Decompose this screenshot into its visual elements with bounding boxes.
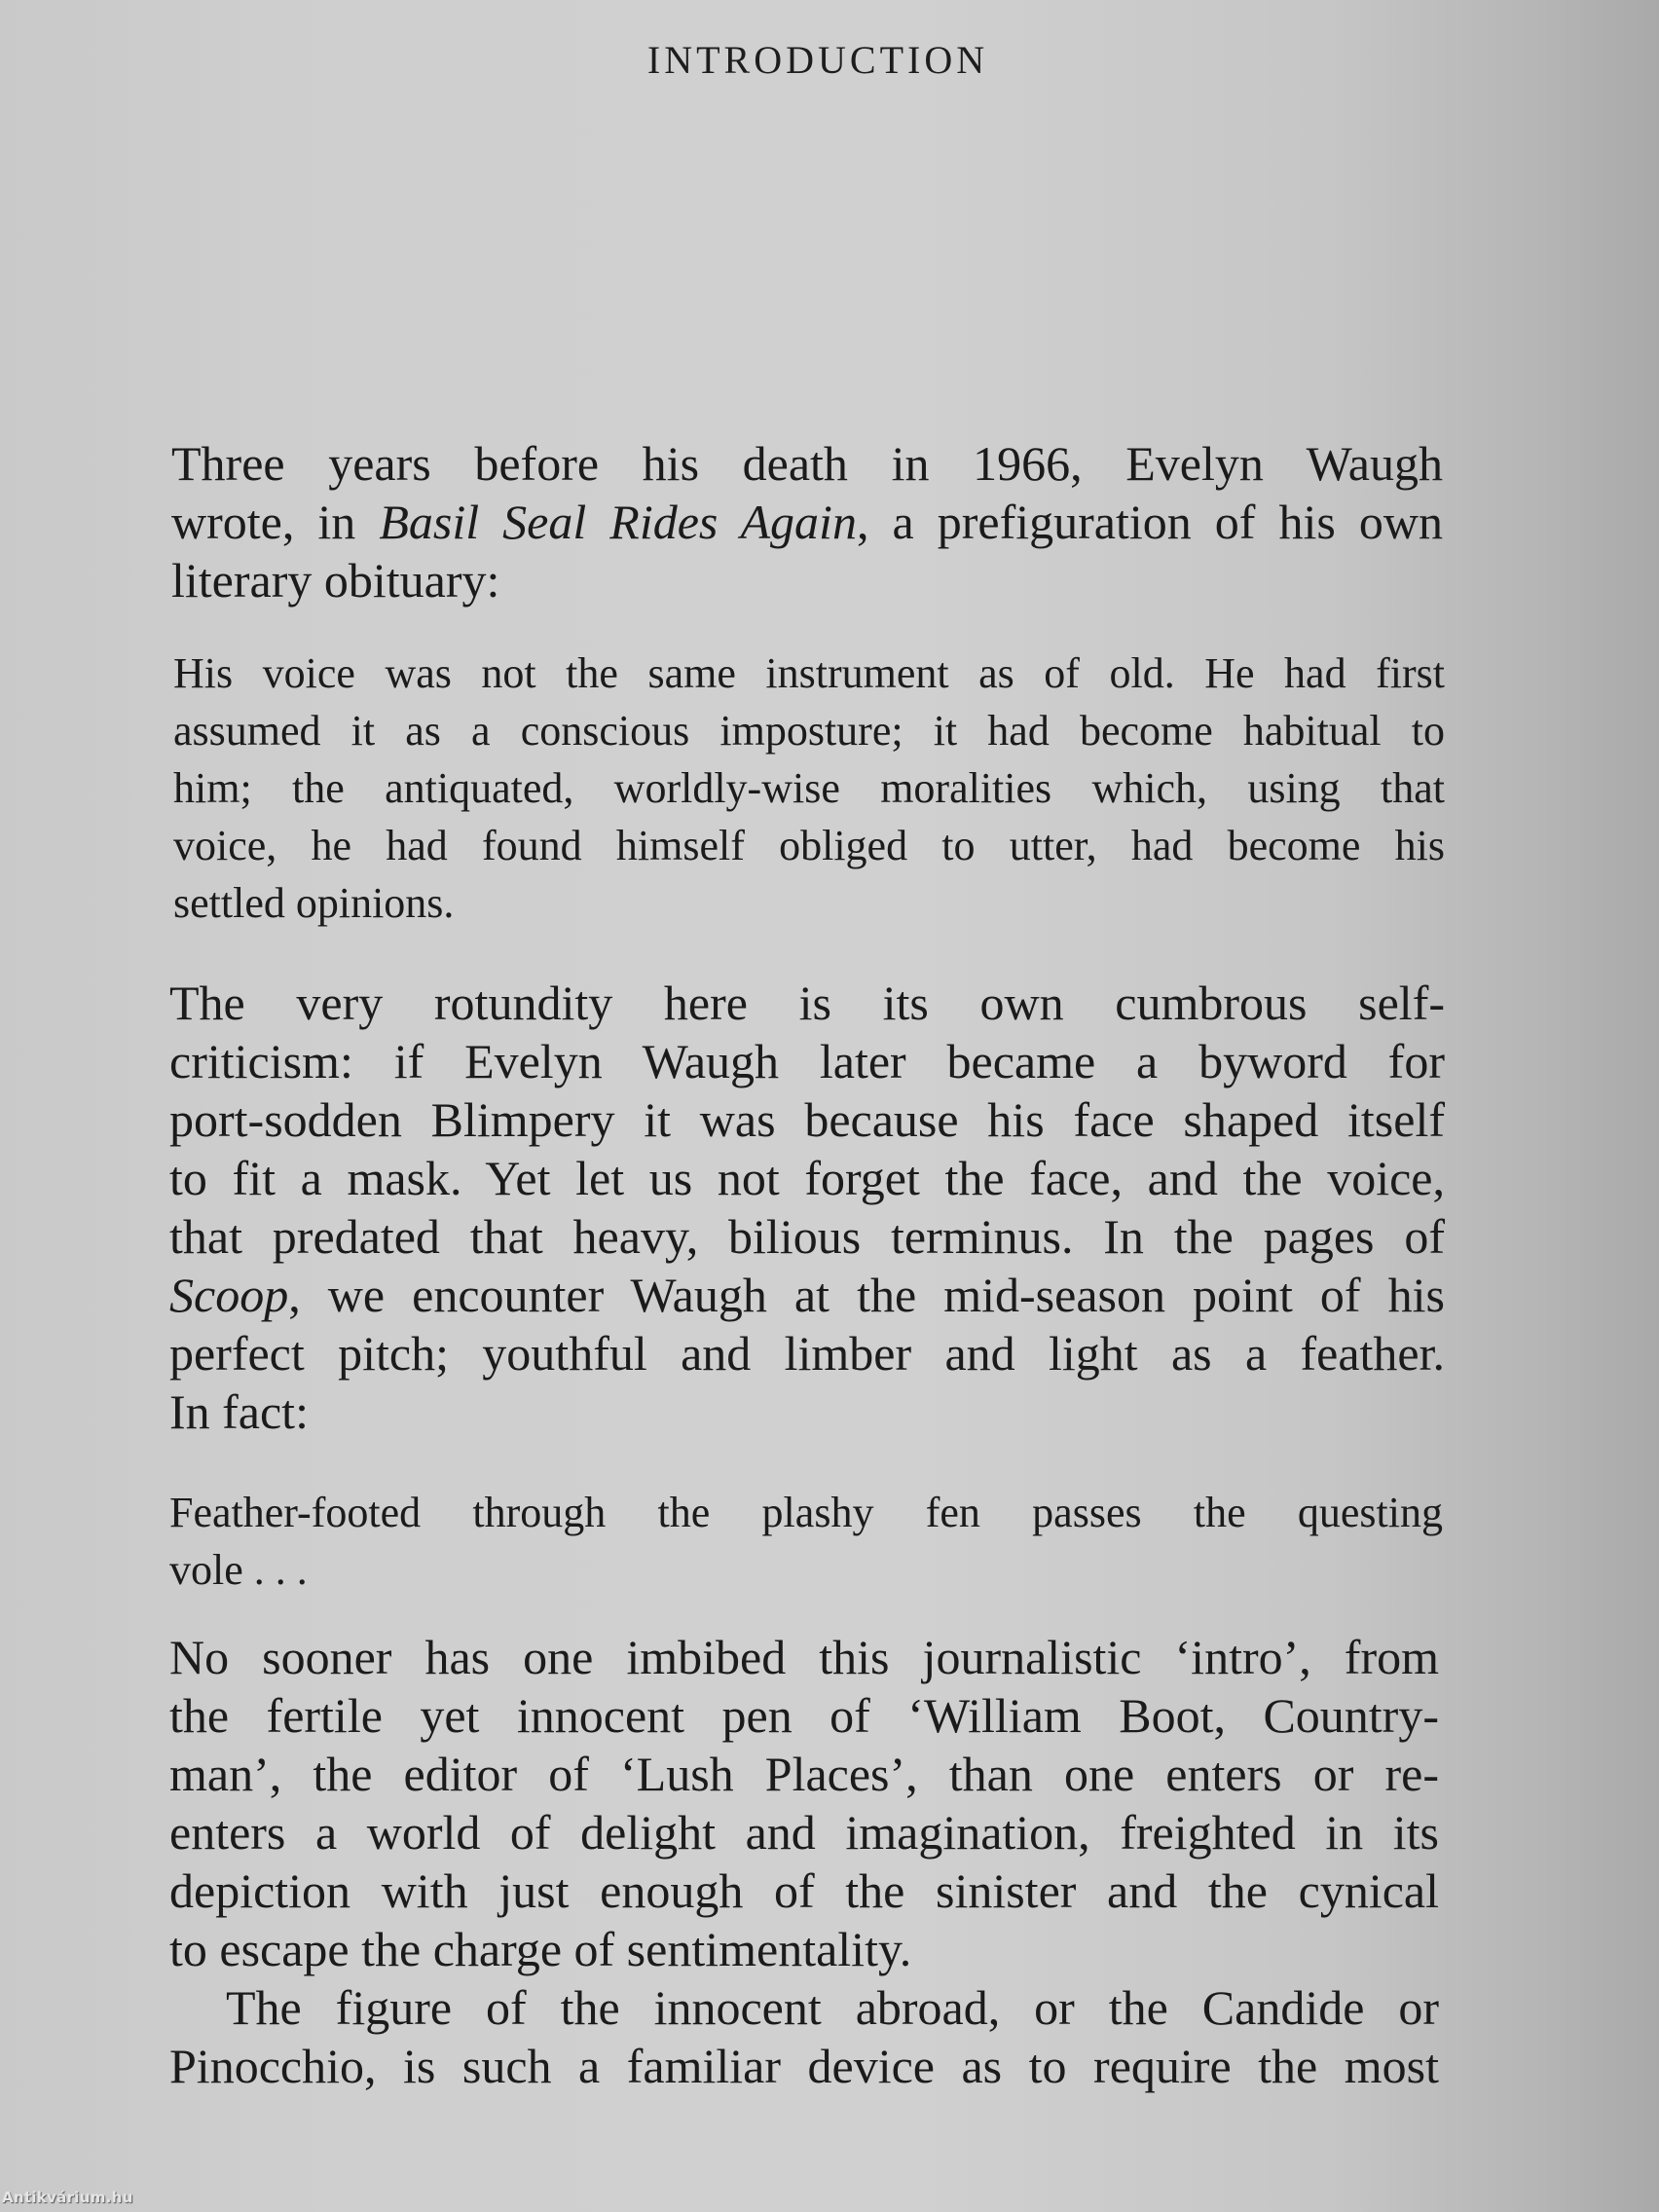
text-line: port-sodden Blimpery it was because his face shaped itself [169,1092,1445,1147]
book-title: Scoop [169,1268,289,1322]
text-line: No sooner has one imbibed this journalistic ‘intro’, from [169,1630,1439,1684]
text-line: In fact: [169,1384,309,1439]
quote-line: voice, he had found himself obliged to utter, had become his [173,822,1445,869]
text-line: The very rotundity here is its own cumbrous self- [169,976,1445,1030]
quote-line: vole . . . [169,1546,308,1594]
block-quote-questing-vole [169,1484,1443,1599]
text-line: to fit a mask. Yet let us not forget the face, and the voice, [169,1151,1445,1205]
running-head: INTRODUCTION [646,38,989,82]
paragraph-rotundity [169,974,1445,1441]
paragraph-no-sooner [169,1628,1439,2095]
block-quote-basil-seal [173,645,1445,932]
text-line: depiction with just enough of the sinister and the cynical [169,1863,1439,1918]
text-line: man’, the editor of ‘Lush Places’, than one enters or re- [169,1747,1439,1801]
text-line: to escape the charge of sentimentality. [169,1922,912,1976]
text-line: The figure of the innocent abroad, or the Candide or [226,1980,1439,2035]
quote-line: settled opinions. [173,879,455,927]
text-line: literary obituary: [171,553,500,608]
book-title: Basil Seal Rides Again [379,495,857,549]
quote-line: him; the antiquated, worldly-wise moralities which, using that [173,764,1445,812]
paragraph-intro [171,434,1443,609]
text-line: criticism: if Evelyn Waugh later became a byword for [169,1034,1445,1088]
quote-line: His voice was not the same instrument as of old. He had first [173,649,1445,697]
watermark: Antikvárium.hu [2,2189,133,2206]
text-line: Three years before his death in 1966, Evelyn Waugh [171,436,1443,491]
text-line: enters a world of delight and imagination, freighted in its [169,1805,1439,1860]
quote-line: Feather-footed through the plashy fen passes the questing [169,1489,1443,1536]
quote-line: assumed it as a conscious imposture; it had become habitual to [173,707,1445,755]
text-line: wrote, in Basil Seal Rides Again, a prefiguration of his own [171,495,1443,549]
text-line: Pinocchio, is such a familiar device as to require the most [169,2039,1439,2093]
text-line: the fertile yet innocent pen of ‘William Boot, Country- [169,1688,1439,1743]
text-line: that predated that heavy, bilious terminus. In the pages of [169,1209,1445,1264]
text-line: perfect pitch; youthful and limber and light as a feather. [169,1326,1445,1381]
text-line: Scoop, we encounter Waugh at the mid-season point of his [169,1268,1445,1322]
